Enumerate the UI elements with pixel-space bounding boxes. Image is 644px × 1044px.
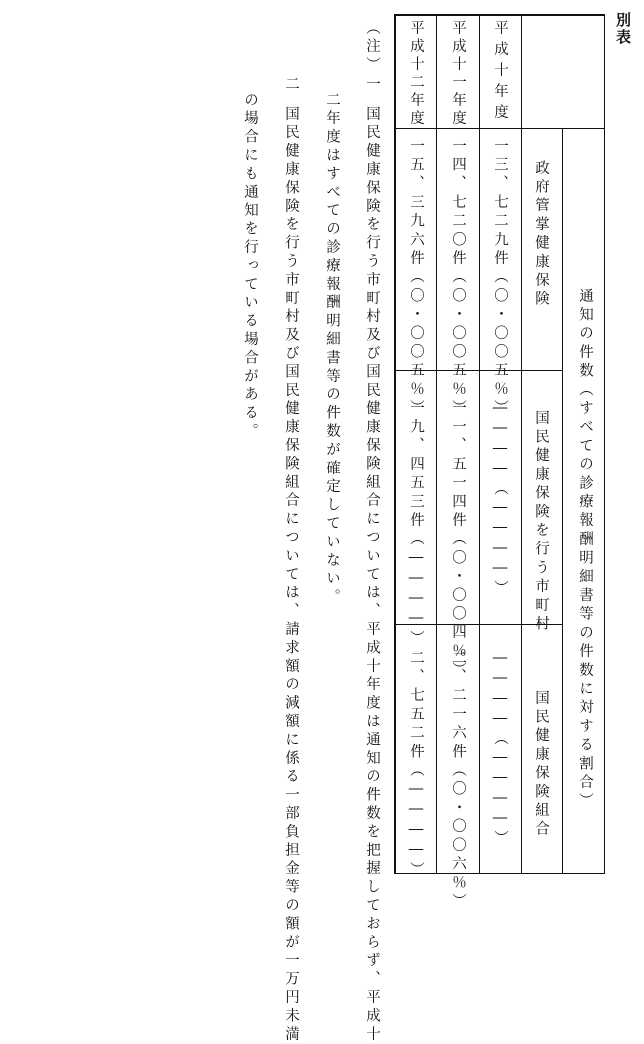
year-column-divider [394,128,605,129]
note-text: 二年度はすべての診療報酬明細書等の件数が確定していない。 [324,92,340,608]
row-year: 平成十一年度 [450,20,466,128]
table-cell: 二、二一六件（〇・〇〇六％） [450,650,466,912]
table-cell: 一三、七二九件（〇・〇〇五％） [492,138,508,419]
note-number: 一 [364,76,380,95]
table-cell: 一九、四五三件（――――） [408,400,424,650]
header-group-title: 通知の件数（すべての診療報酬明細書等の件数に対する割合） [577,288,593,812]
table-border-right [604,14,606,874]
note-text: 国民健康保険を行う市町村及び国民健康保険組合については、請求額の減額に係る一部負担金等の額が一万円未満 [283,106,299,1044]
row-year: 平成十年度 [492,20,508,125]
note-number: 二 [283,76,299,95]
table-cell: ――――（――――） [492,400,508,599]
column-header-shichoson: 国民健康保険を行う市町村 [533,410,549,635]
note-text: 国民健康保険を行う市町村及び国民健康保険組合については、平成十年度は通知の件数を把握しておらず、平成十 [364,106,380,1044]
header-divider [562,128,563,874]
row-divider [479,14,480,874]
column-header-kumiai: 国民健康保険組合 [533,690,549,840]
row-divider [521,14,522,874]
table-cell: 一一、五一四件（〇・〇〇四％） [450,400,466,681]
table-cell: ――――（――――） [492,650,508,849]
table-border-top [394,14,605,16]
row-divider [436,14,437,874]
row-year: 平成十二年度 [408,20,424,128]
table-cell: 二、七五二件（――――） [408,650,424,881]
table-cell: 一四、七二〇件（〇・〇〇五％） [450,138,466,419]
table-cell: 一五、三九六件（〇・〇〇五％） [408,138,424,419]
page-label: 別表 [614,12,632,46]
table-border-left [394,14,396,874]
notes-heading: （注） [364,20,380,76]
column-header-seifu: 政府管掌健康保険 [533,160,549,310]
note-text: の場合にも通知を行っている場合がある。 [242,92,258,442]
